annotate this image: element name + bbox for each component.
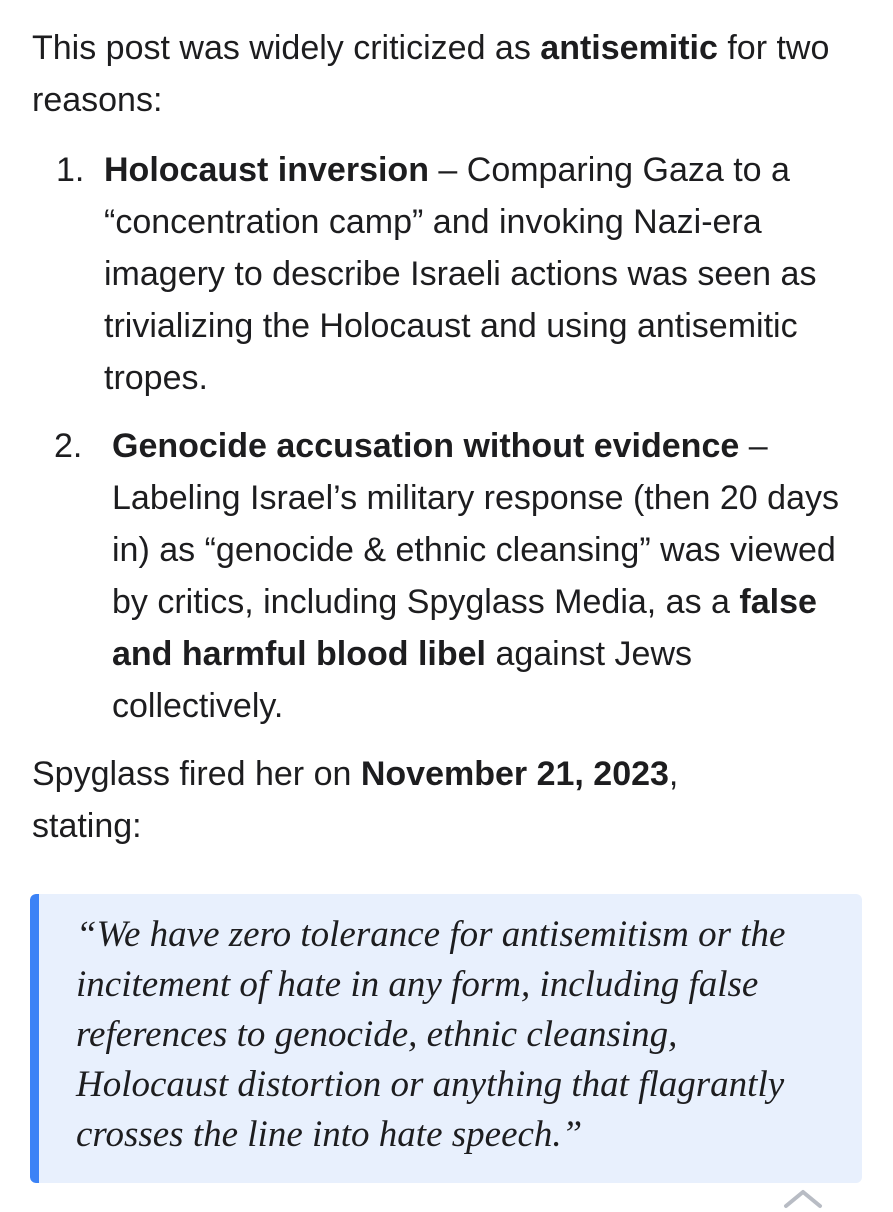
intro-suffix: for two reasons:: [32, 29, 830, 119]
fired-paragraph: [32, 748, 692, 852]
list-item-body: [104, 144, 854, 404]
reason-title: Holocaust inversion: [104, 151, 429, 189]
list-number: 1.: [56, 151, 85, 189]
intro-prefix: This post was widely criticized as: [32, 29, 541, 67]
blockquote: [30, 894, 862, 1183]
reason-text: – Labeling Israel’s military response (then 20 days in) as “genocide & ethnic cleansing” was viewed by critics, including Spyglass Media, as a: [112, 427, 839, 621]
blockquote-accent-bar: [30, 894, 39, 1183]
list-number: 2.: [54, 427, 83, 465]
article-content: [32, 22, 862, 852]
list-item: [32, 420, 862, 732]
intro-paragraph: [32, 22, 832, 126]
reason-text-after: against Jews collectively.: [112, 635, 692, 725]
fired-date: November 21, 2023: [360, 755, 669, 793]
fired-suffix: , stating:: [32, 755, 679, 845]
fired-prefix: Spyglass fired her on: [32, 755, 361, 793]
reason-title: Genocide accusation without evidence: [112, 427, 740, 465]
intro-bold: antisemitic: [540, 29, 718, 67]
reason-bold: false and harmful blood libel: [112, 583, 817, 673]
list-item-body: [112, 420, 864, 732]
reason-text: – Comparing Gaza to a “concentration camp” and invoking Nazi-era imagery to describe Israeli actions was seen as trivializing the Holocaust and using antisemitic tropes.: [104, 151, 817, 397]
reasons-list: [32, 144, 862, 732]
chevron-up-icon[interactable]: [778, 1172, 828, 1212]
list-item: [32, 144, 862, 404]
quote-text: “We have zero tolerance for antisemitism or the incitement of hate in any form, including false references to genocide, ethnic cleansing, Holocaust distortion or anything that flagrantly crosses the line into hate speech.”: [76, 914, 786, 1155]
